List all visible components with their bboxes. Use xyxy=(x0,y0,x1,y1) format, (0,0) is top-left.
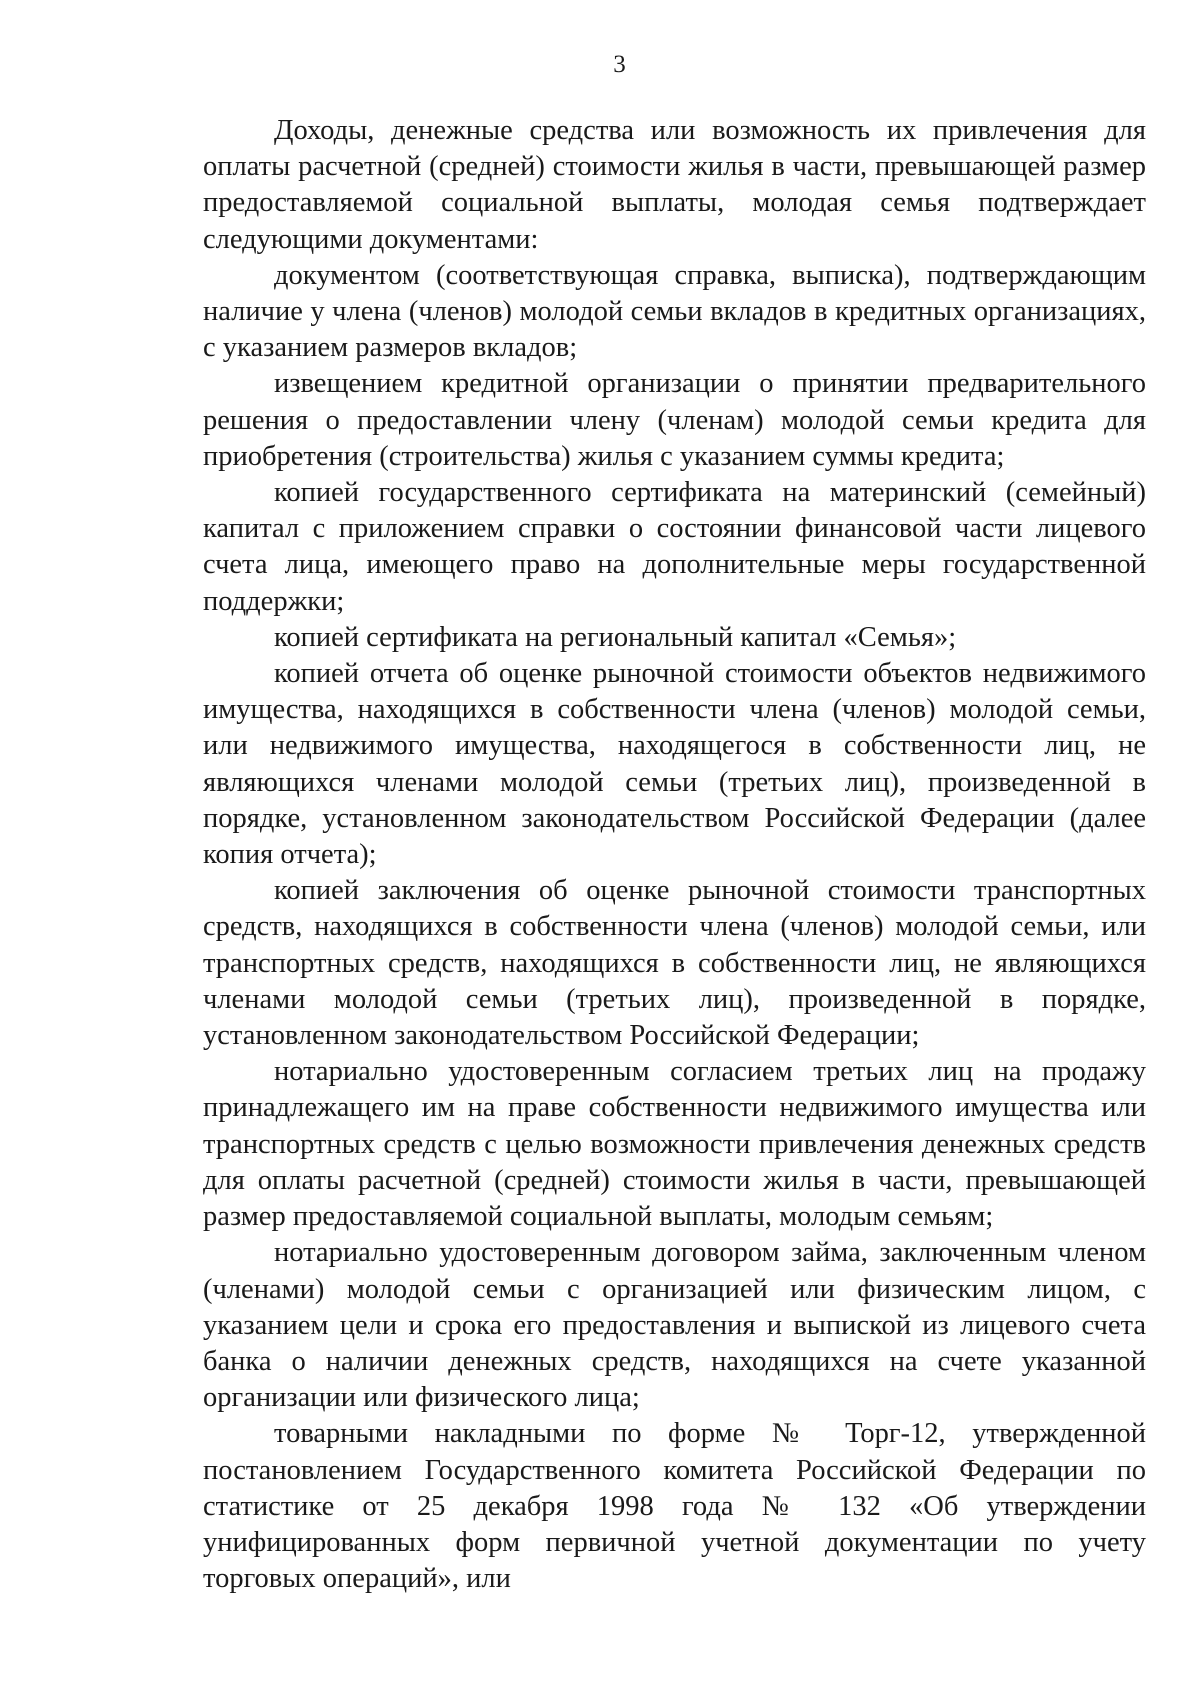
paragraph-bank-notice: извещением кредитной организации о принятии предварительного решения о предоставлении члену (членам) молодой семьи кредита для приобретения (строительства) жилья с указанием суммы кредита; xyxy=(203,368,1146,472)
paragraph-third-party-consent: нотариально удостоверенным согласием третьих лиц на продажу принадлежащего им на праве собственности недвижимого имущества или транспортных средств с целью возможности привлечения денежных средств для оплаты расчетной (средней) стоимости жилья в части, превышающей размер предоставляемой социальной выплаты, молодым семьям; xyxy=(203,1056,1146,1233)
paragraph-maternity-capital: копией государственного сертификата на материнский (семейный) капитал с приложением справки о состоянии финансовой части лицевого счета лица, имеющего право на дополнительные меры государственной поддержки; xyxy=(203,477,1146,617)
paragraph-loan-agreement: нотариально удостоверенным договором займа, заключенным членом (членами) молодой семьи с организацией или физическим лицом, с указанием цели и срока его предоставления и выпиской из лицевого счета банка о наличии денежных средств, находящихся на счете указанной организации или физического лица; xyxy=(203,1237,1146,1414)
paragraph-regional-capital: копией сертификата на региональный капитал «Семья»; xyxy=(274,621,957,653)
document-body xyxy=(203,113,1146,1597)
page-number: 3 xyxy=(613,51,626,78)
paragraph-deposits-document: документом (соответствующая справка, выписка), подтверждающим наличие у члена (членов) молодой семьи вкладов в кредитных организациях, с указанием размеров вкладов; xyxy=(203,259,1146,364)
paragraph-waybills: товарными накладными по форме № Торг-12, утвержденной постановлением Государственного комитета Российской Федерации по статистике от 25 декабря 1998 года № 132 «Об утверждении унифицированных форм первичной учетной документации по учету торговых операций», или xyxy=(203,1418,1146,1595)
paragraph-vehicle-valuation: копией заключения об оценке рыночной стоимости транспортных средств, находящихся в собственности члена (членов) молодой семьи, или транспортных средств, находящихся в собственности лиц, не являющихся членами молодой семьи (третьих лиц), произведенной в порядке, установленном законодательством Российской Федерации; xyxy=(203,875,1146,1052)
paragraph-property-valuation: копией отчета об оценке рыночной стоимости объектов недвижимого имущества, находящихся в собственности члена (членов) молодой семьи, или недвижимого имущества, находящегося в собственности лиц, не являющихся членами молодой семьи (третьих лиц), произведенной в порядке, установленном законодательством Российской Федерации (далее копия отчета); xyxy=(203,658,1146,871)
paragraph-income-intro: Доходы, денежные средства или возможность их привлечения для оплаты расчетной (средней) стоимости жилья в части, превышающей размер предоставляемой социальной выплаты, молодая семья подтверждает следующими документами: xyxy=(203,115,1146,255)
